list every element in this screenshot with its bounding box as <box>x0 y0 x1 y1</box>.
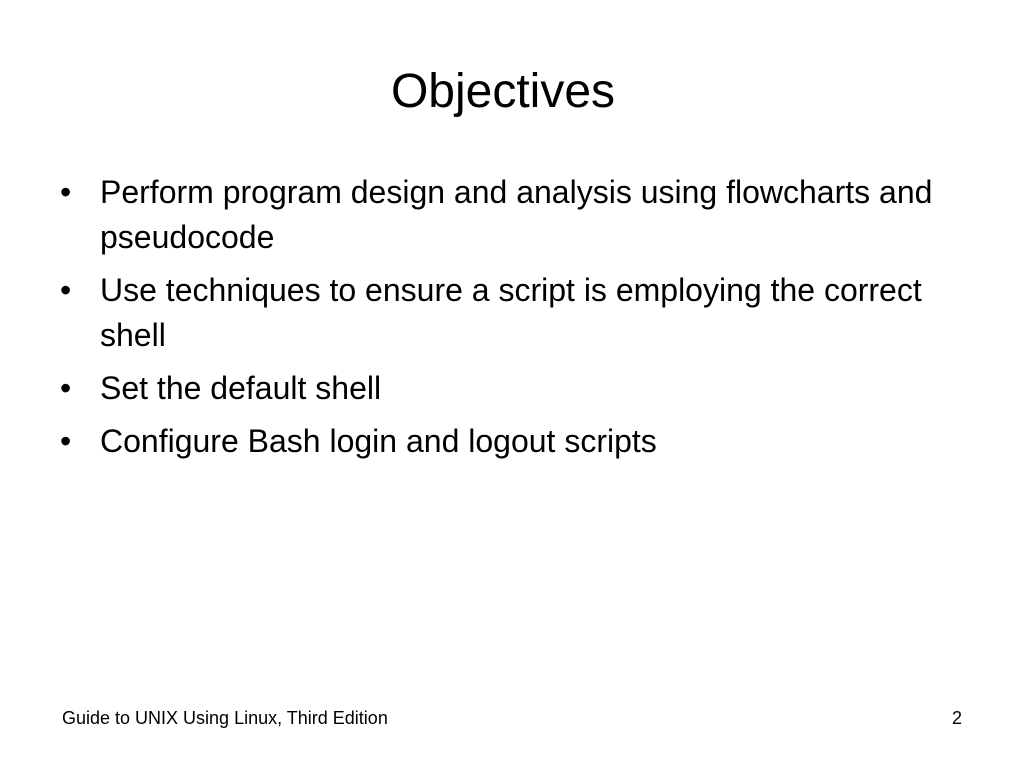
bullet-item <box>60 268 960 358</box>
bullet-text: Set the default shell <box>100 370 382 406</box>
footer-book-title: Guide to UNIX Using Linux, Third Edition <box>62 708 388 728</box>
bullet-marker: • <box>60 423 72 459</box>
bullet-marker: • <box>60 174 72 210</box>
bullet-marker: • <box>60 272 72 308</box>
bullet-item <box>60 170 960 260</box>
bullet-list <box>60 170 960 472</box>
bullet-marker: • <box>60 370 72 406</box>
footer-page-number: 2 <box>951 708 962 728</box>
bullet-item <box>60 419 960 464</box>
slide-title: Objectives <box>390 65 616 118</box>
bullet-text: Perform program design and analysis using flowcharts and pseudocode <box>100 174 933 255</box>
bullet-text: Use techniques to ensure a script is employing the correct shell <box>100 272 922 353</box>
bullet-item <box>60 366 960 411</box>
bullet-text: Configure Bash login and logout scripts <box>100 423 657 459</box>
